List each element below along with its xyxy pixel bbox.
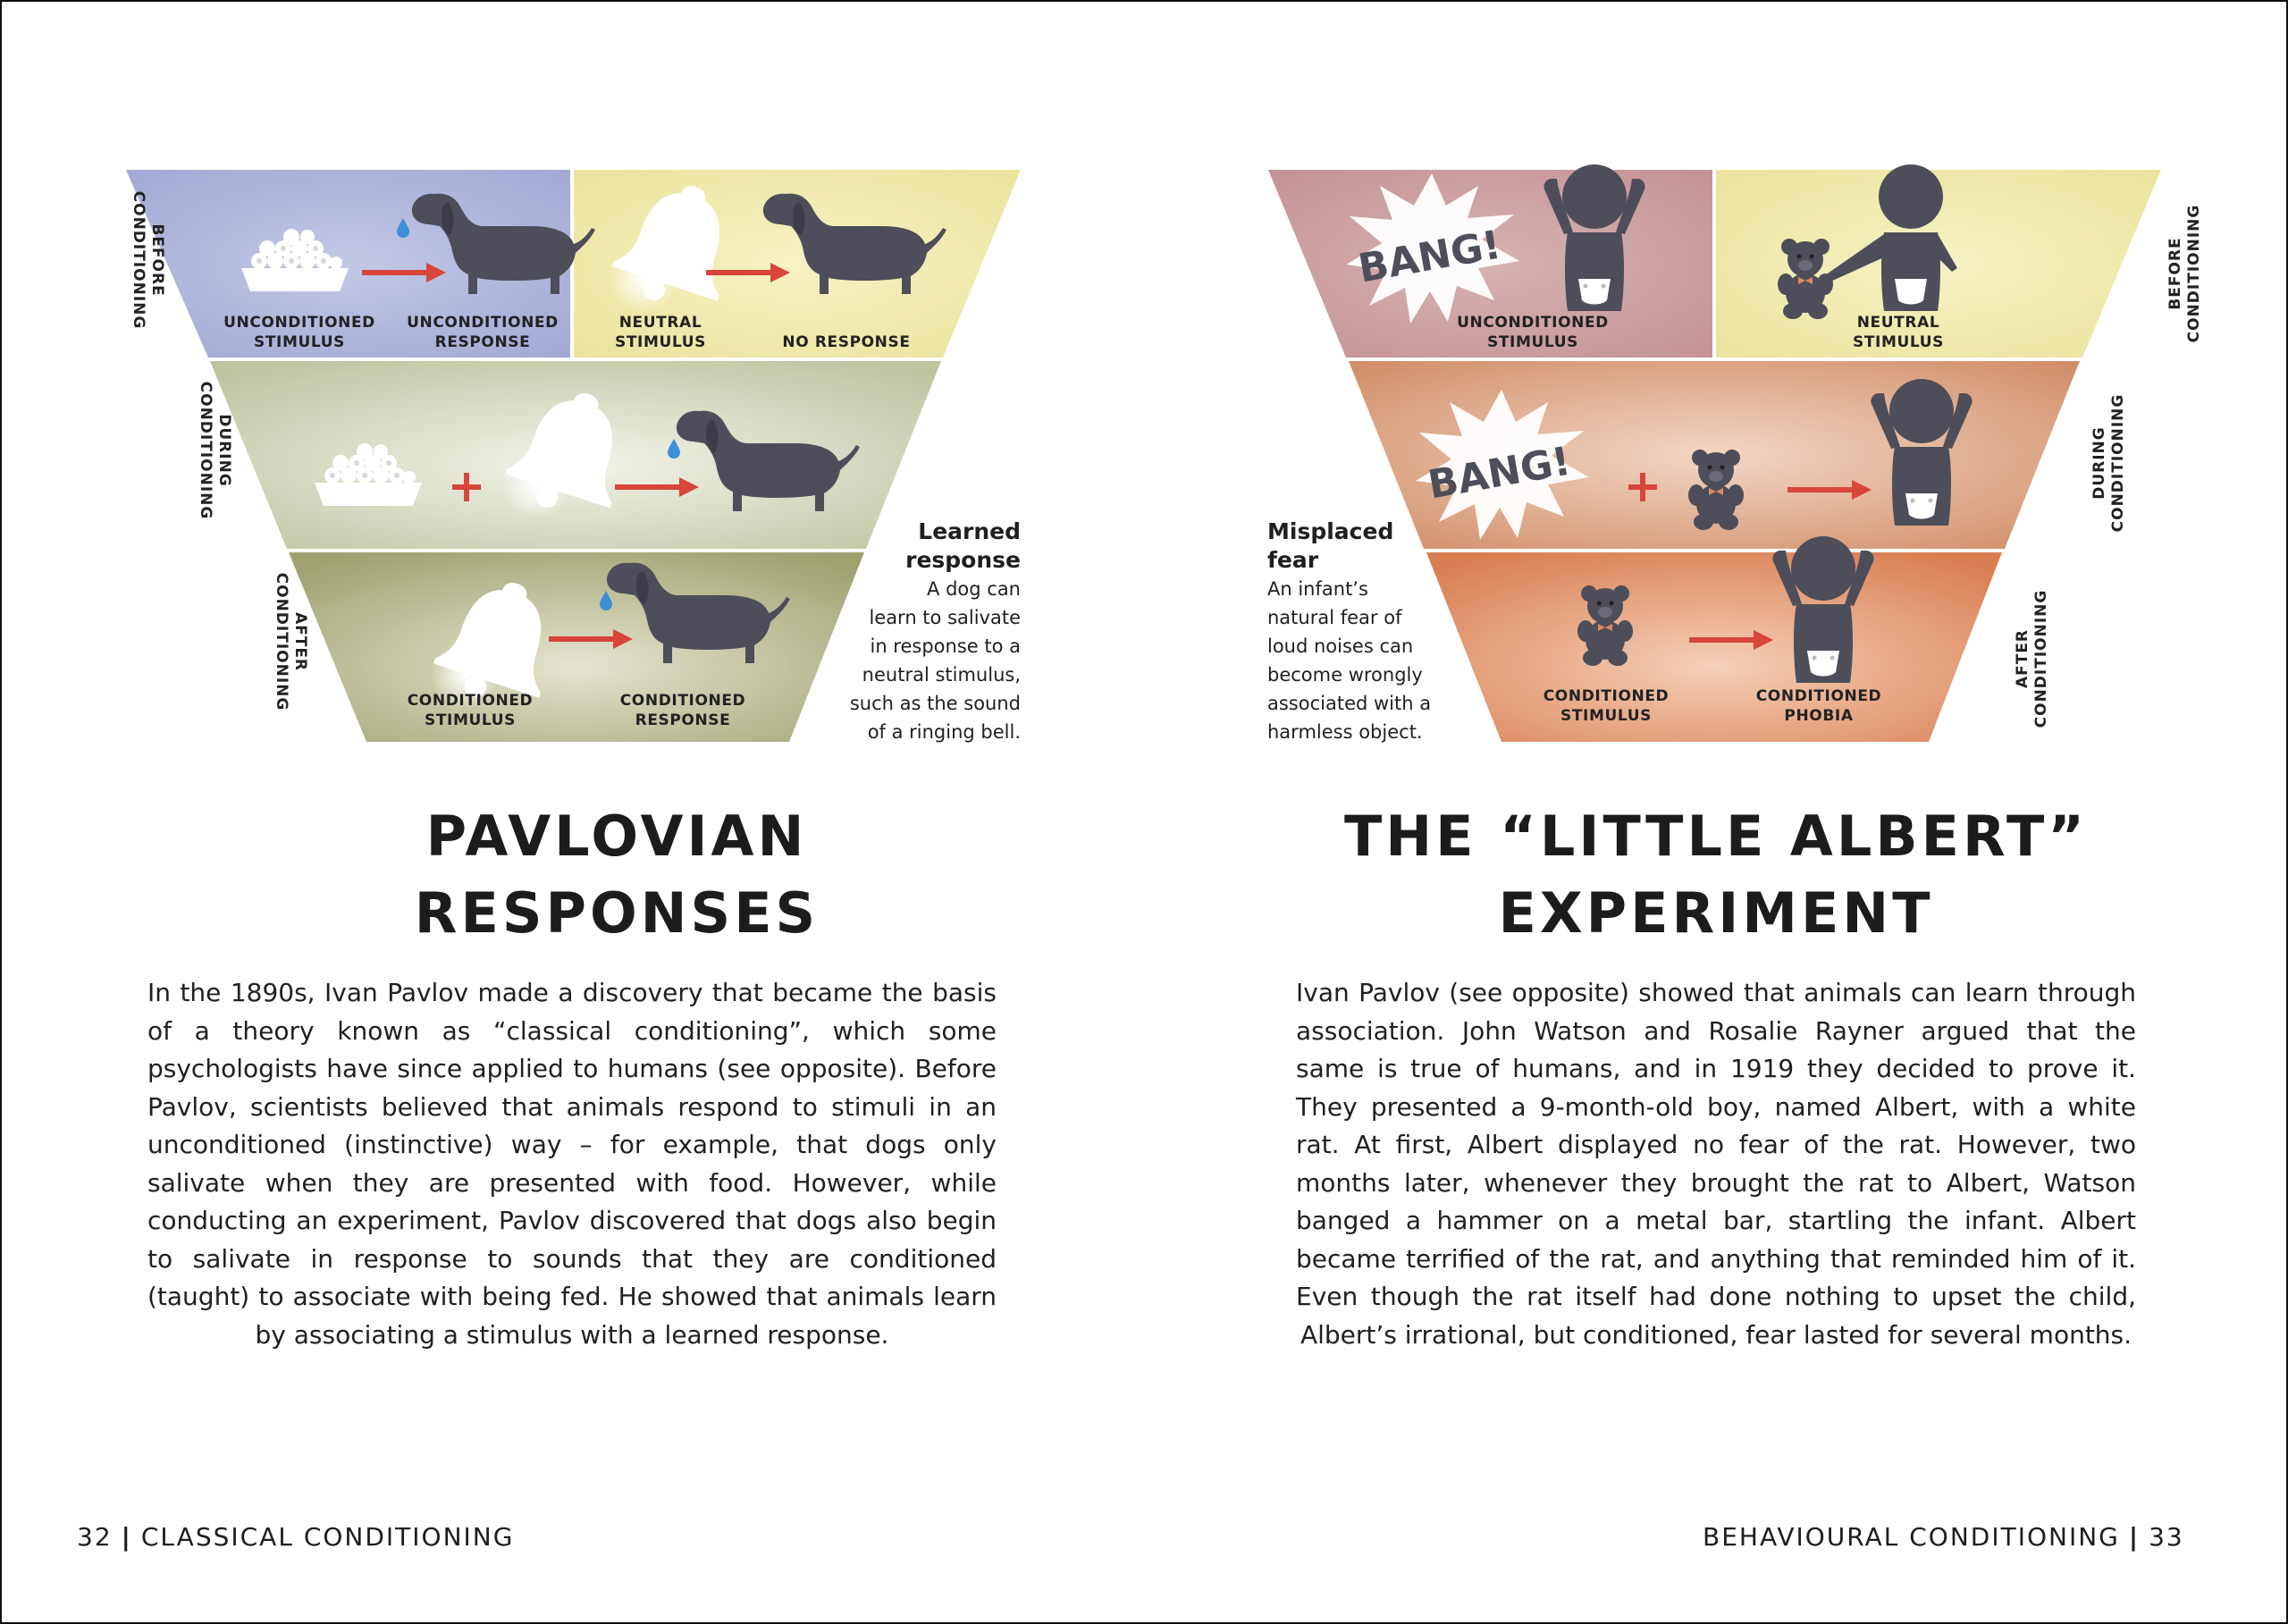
teddy-bear-icon <box>1688 450 1744 530</box>
body-text-little-albert: Ivan Pavlov (see opposite) showed that animals can learn through association. John Watson and Rosalie Rayner argued that the same is true of humans, and in 1919 they decided to prove it. They presented a 9-month-old boy, named Albert, with a white rat. At first, Albert displayed no fear of the rat. However, two months later, whenever they brought the rat to Albert, Watson banged a hammer on a metal bar, startling the infant. Albert became terrified of the rat, and anything that reminded him of it. Even though the rat itself had done nothing to upset the child, Albert’s irrational, but conditioned, fear lasted for several months. <box>1296 978 2136 1350</box>
page-title-pavlovian: PAVLOVIAN RESPONSES <box>414 804 820 946</box>
side-note-body: An infant’s natural fear of loud noises can become wrongly associated with a harmless object. <box>1267 578 1432 743</box>
footer-right <box>1703 1521 2184 1553</box>
caption-neutral-stimulus: NEUTRAL STIMULUS <box>1853 314 1944 351</box>
body-text-pavlovian: In the 1890s, Ivan Pavlov made a discovery that became the basis of a theory known as “classical conditioning”, which some psychologists have since applied to humans (see opposite). Before Pavlov, scientists believed that animals respond to stimuli in an unconditioned (instinctive) way – for example, that dogs only salivate when they are presented with food. However, while conducting an experiment, Pavlov discovered that dogs also begin to salivate in response to sounds that they are conditioned (taught) to associate with being fed. He showed that animals learn by associating a stimulus with a learned response. <box>147 978 997 1350</box>
section-name: BEHAVIOURAL CONDITIONING <box>1703 1522 2120 1552</box>
page-title-little-albert: THE “LITTLE ALBERT” EXPERIMENT <box>1344 804 2088 946</box>
side-note-title: Learned response <box>905 518 1021 573</box>
bang-label: BANG! <box>1355 222 1505 292</box>
footer-left <box>77 1521 514 1553</box>
side-note-title: Misplaced fear <box>1267 518 1394 573</box>
stage-label-after: AFTER CONDITIONING <box>273 572 309 711</box>
caption-no-response: NO RESPONSE <box>782 333 911 351</box>
stage-label-before: BEFORE CONDITIONING <box>130 190 166 330</box>
stage-label-after: AFTER CONDITIONING <box>2014 589 2050 728</box>
side-note-body: A dog can learn to salivate in response to a neutral stimulus, such as the sound of a ringing bell. <box>849 578 1021 743</box>
section-name: CLASSICAL CONDITIONING <box>140 1522 515 1552</box>
footer-divider: | <box>121 1522 132 1552</box>
caption-conditioned-stimulus: CONDITIONED STIMULUS <box>1543 687 1670 725</box>
caption-unconditioned-stimulus: UNCONDITIONED STIMULUS <box>1457 314 1609 351</box>
side-note-learned-response <box>804 517 1021 746</box>
stage-label-before: BEFORE CONDITIONING <box>2166 204 2203 343</box>
caption-unconditioned-response: UNCONDITIONED RESPONSE <box>407 314 559 351</box>
caption-conditioned-stimulus: CONDITIONED STIMULUS <box>407 692 534 729</box>
caption-conditioned-phobia: CONDITIONED PHOBIA <box>1755 687 1882 725</box>
bang-label: BANG! <box>1425 438 1575 509</box>
page-number: 33 <box>2149 1522 2184 1552</box>
teddy-bear-icon <box>1577 585 1633 666</box>
stage-label-during: DURING CONDITIONING <box>2090 393 2127 533</box>
stage-label-during: DURING CONDITIONING <box>197 381 233 520</box>
caption-unconditioned-stimulus: UNCONDITIONED STIMULUS <box>223 314 375 351</box>
teddy-bear-icon <box>1778 239 1833 319</box>
caption-neutral-stimulus: NEUTRAL STIMULUS <box>615 314 706 351</box>
page-number: 32 <box>77 1522 113 1552</box>
footer-divider: | <box>2128 1522 2141 1552</box>
side-note-misplaced-fear <box>1267 517 1482 746</box>
caption-conditioned-response: CONDITIONED RESPONSE <box>619 692 746 729</box>
